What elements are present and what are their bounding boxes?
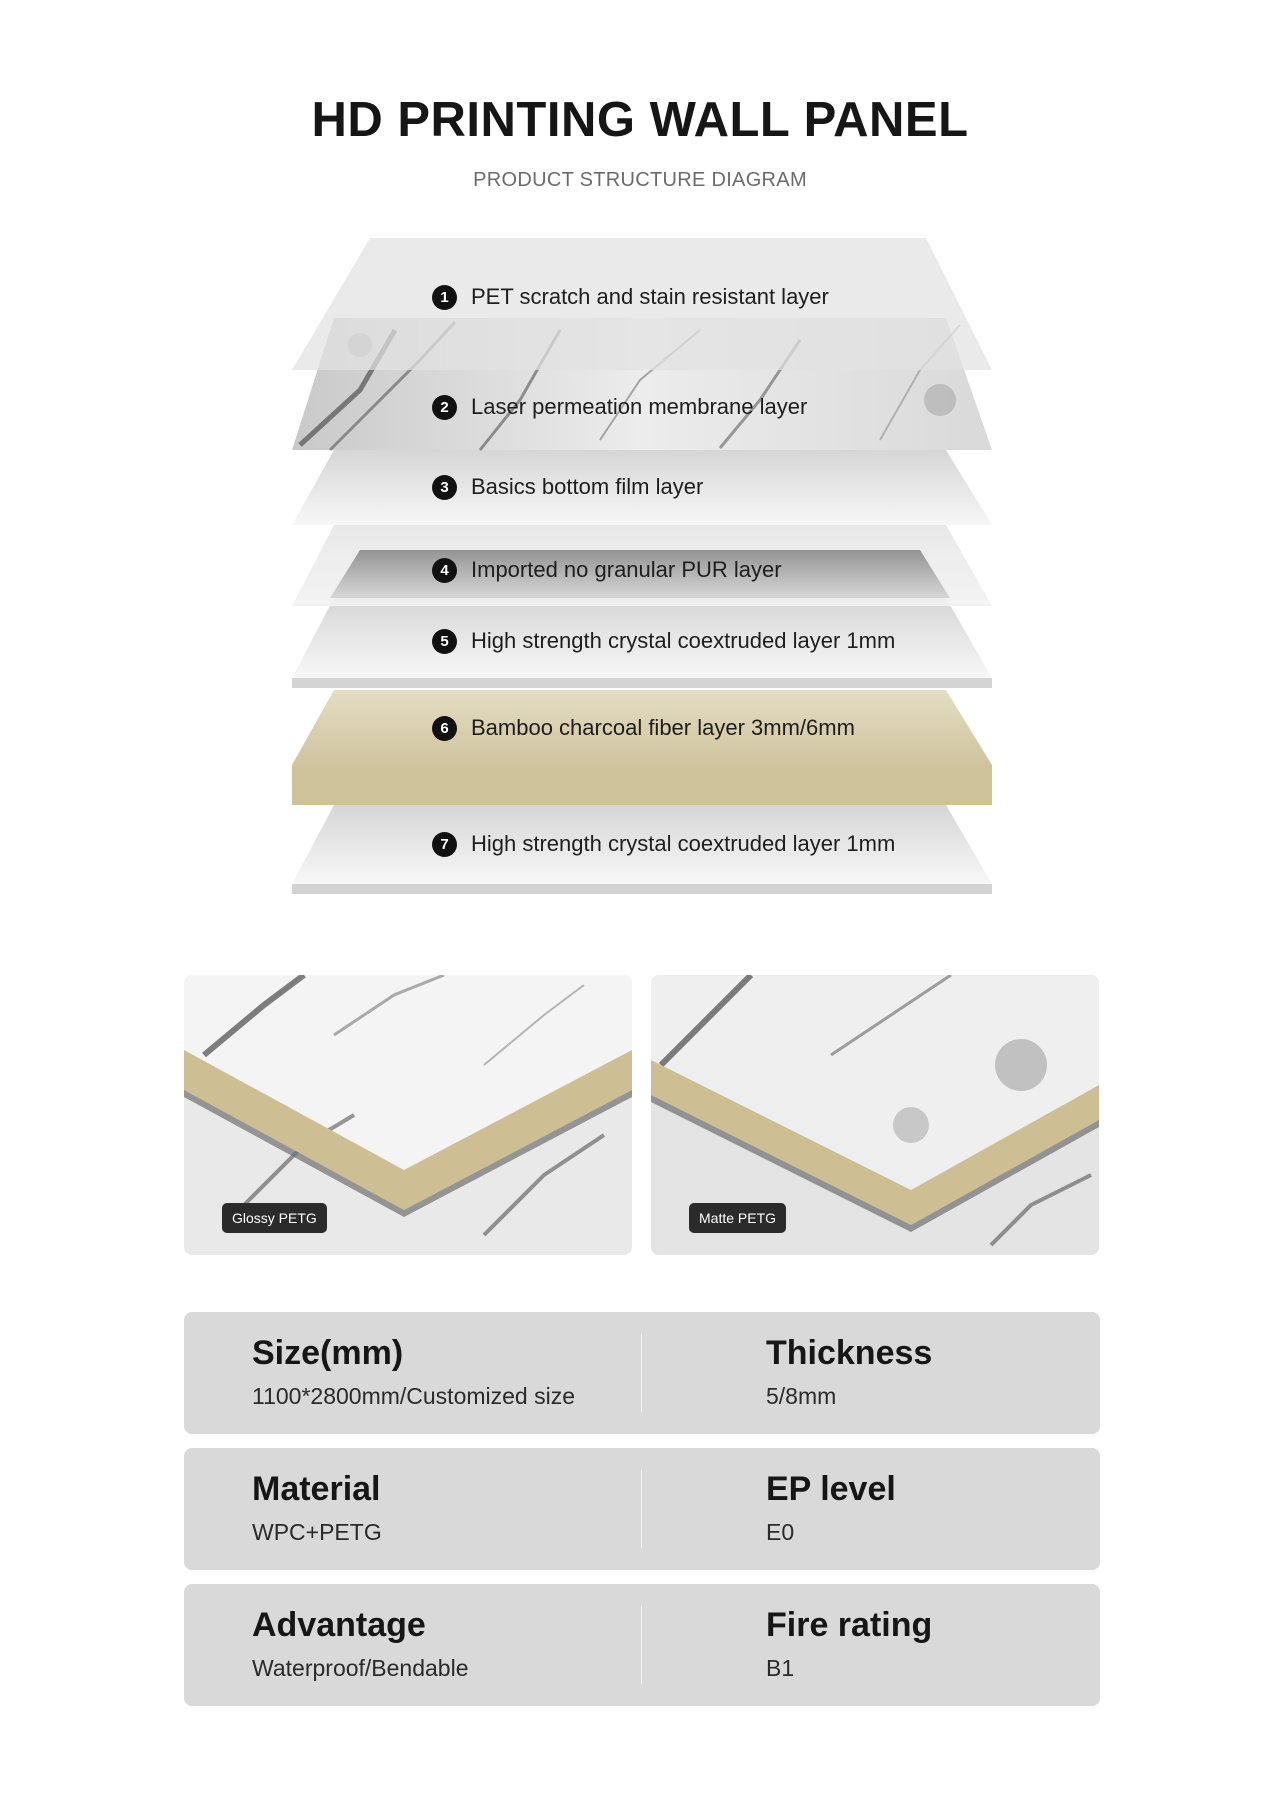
matte-petg-badge: Matte PETG	[689, 1203, 786, 1233]
spec-value: 1100*2800mm/Customized size	[252, 1383, 576, 1409]
layer-label-5	[432, 626, 895, 656]
layer-text-4: Imported no granular PUR layer	[471, 557, 782, 582]
page-subtitle: PRODUCT STRUCTURE DIAGRAM	[473, 169, 807, 191]
spec-cell-material	[252, 1468, 382, 1546]
spec-label: Material	[252, 1470, 381, 1508]
spec-divider	[641, 1334, 642, 1412]
layer-label-2	[432, 392, 807, 422]
spec-label: Size(mm)	[252, 1334, 404, 1372]
layer-text-5: High strength crystal coextruded layer 1mm	[471, 628, 896, 653]
layer-number-4: 4	[432, 558, 457, 583]
layer-number-3: 3	[432, 475, 457, 500]
spec-value: Waterproof/Bendable	[252, 1655, 469, 1681]
layer-text-6: Bamboo charcoal fiber layer 3mm/6mm	[471, 715, 855, 740]
spec-value: 5/8mm	[766, 1383, 837, 1409]
layer-label-4	[432, 555, 782, 585]
layer-label-7	[432, 829, 895, 859]
layer-number-2: 2	[432, 395, 457, 420]
layer-text-7: High strength crystal coextruded layer 1mm	[471, 831, 896, 856]
spec-cell-size	[252, 1332, 575, 1410]
spec-cell-advantage	[252, 1604, 469, 1682]
spec-cell-thickness	[766, 1332, 932, 1410]
layer-number-5: 5	[432, 629, 457, 654]
glossy-petg-badge: Glossy PETG	[222, 1203, 327, 1233]
spec-row	[184, 1584, 1100, 1706]
layer-label-1	[432, 282, 829, 312]
matte-petg-photo	[651, 975, 1099, 1255]
layer-text-3: Basics bottom film layer	[471, 474, 704, 499]
layer-number-1: 1	[432, 285, 457, 310]
page-title: HD PRINTING WALL PANEL	[311, 93, 969, 147]
spec-row	[184, 1448, 1100, 1570]
spec-divider	[641, 1470, 642, 1548]
spec-label: EP level	[766, 1470, 896, 1508]
spec-divider	[641, 1606, 642, 1684]
layer-text-1: PET scratch and stain resistant layer	[471, 284, 829, 309]
layer-number-7: 7	[432, 832, 457, 857]
glossy-petg-photo	[184, 975, 632, 1255]
spec-label: Advantage	[252, 1606, 426, 1644]
spec-value: WPC+PETG	[252, 1519, 382, 1545]
spec-row	[184, 1312, 1100, 1434]
spec-value: E0	[766, 1519, 795, 1545]
layer-label-6	[432, 713, 855, 743]
spec-cell-fire-rating	[766, 1604, 932, 1682]
spec-value: B1	[766, 1655, 795, 1681]
layer-text-2: Laser permeation membrane layer	[471, 394, 808, 419]
layer-number-6: 6	[432, 716, 457, 741]
layer-label-3	[432, 472, 703, 502]
spec-label: Fire rating	[766, 1606, 933, 1644]
spec-label: Thickness	[766, 1334, 933, 1372]
spec-cell-ep-level	[766, 1468, 896, 1546]
layer-6-shape	[292, 690, 992, 805]
